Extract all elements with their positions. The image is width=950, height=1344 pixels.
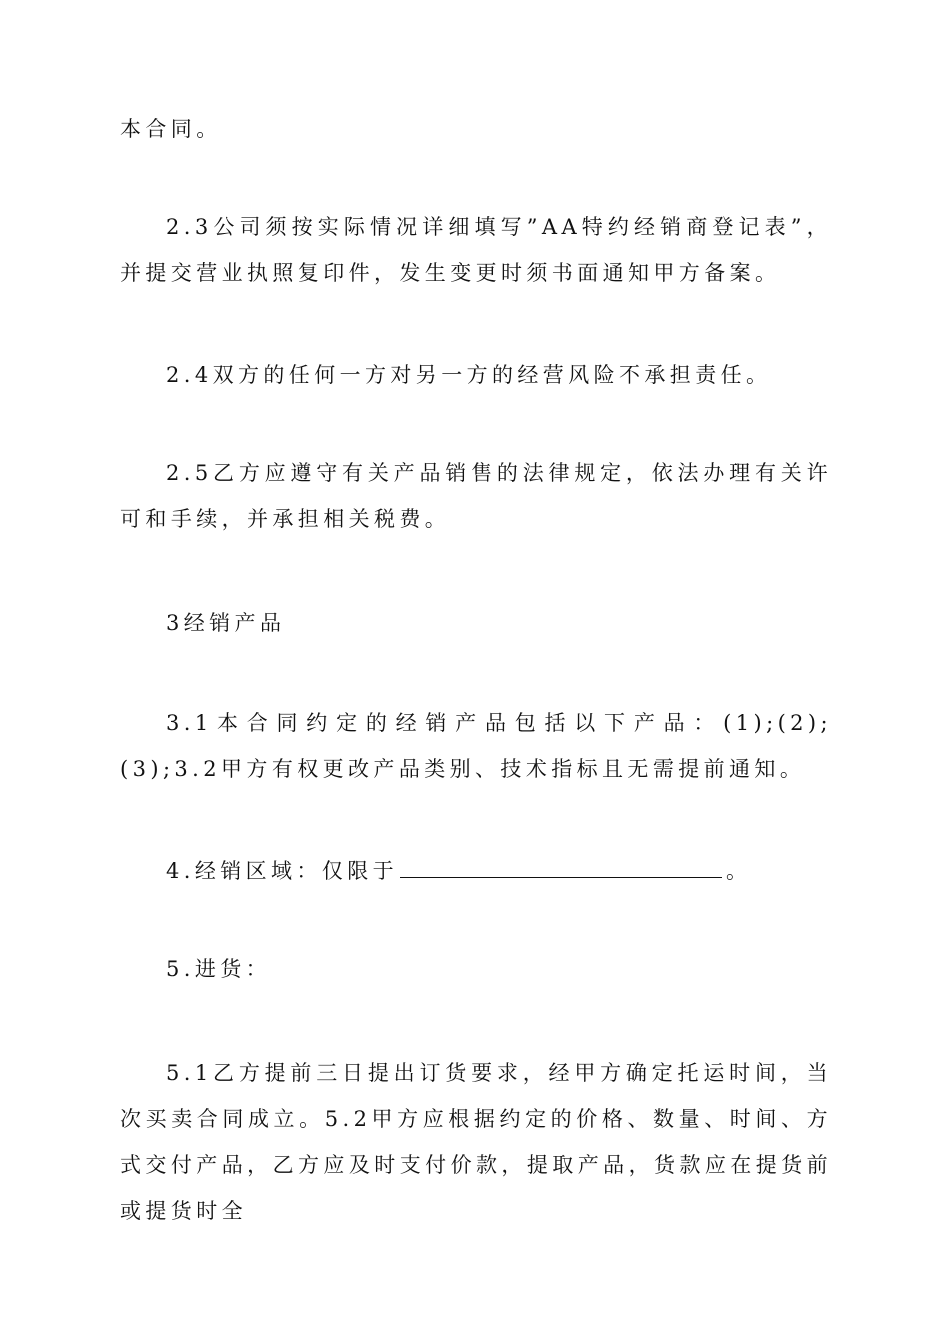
text-line: 2.3公司须按实际情况详细填写”AA特约经销商登记表”，并 <box>120 215 832 285</box>
text-line: 5.1乙方提前三日提出订货要求，经甲方确定托运时间，当次买 <box>120 1061 832 1131</box>
text-line: 品，乙方应及时支付价款，提取产品，货款应在提货前或提货时全 <box>120 1153 832 1223</box>
text-line: 2.4双方的任何一方对另一方的经营风险不承担责任。 <box>166 363 772 387</box>
paragraph-2-4 <box>120 352 832 398</box>
text-line: 方有权更改产品类别、技术指标且无需提前通知。 <box>246 757 806 781</box>
paragraph-4 <box>120 848 832 894</box>
section-heading-3 <box>120 600 832 646</box>
text-suffix: 。 <box>726 859 752 883</box>
text-line: 2.5乙方应遵守有关产品销售的法律规定，依法办理有关许可和 <box>120 461 832 531</box>
text-line: 5.进货： <box>166 957 272 981</box>
text-prefix: 4.经销区域：仅限于 <box>166 859 399 883</box>
text-line: 提交营业执照复印件，发生变更时须书面通知甲方备案。 <box>145 261 781 285</box>
paragraph-5-1 <box>120 1050 832 1234</box>
paragraph-contract-end <box>120 106 832 152</box>
text-line: 手续，并承担相关税费。 <box>170 507 451 531</box>
text-line: 3.1本合同约定的经销产品包括以下产品：(1);(2);(3);3.2甲 <box>120 711 832 781</box>
fill-in-blank-line <box>400 851 722 878</box>
paragraph-2-5 <box>120 450 832 542</box>
text-line: 3经销产品 <box>166 611 286 635</box>
paragraph-3-1 <box>120 700 832 792</box>
text-line: 本合同。 <box>120 117 222 141</box>
text-line: 卖合同成立。5.2甲方应根据约定的价格、数量、时间、方式交付产 <box>120 1107 832 1177</box>
paragraph-2-3 <box>120 204 832 296</box>
section-heading-5 <box>120 946 832 992</box>
